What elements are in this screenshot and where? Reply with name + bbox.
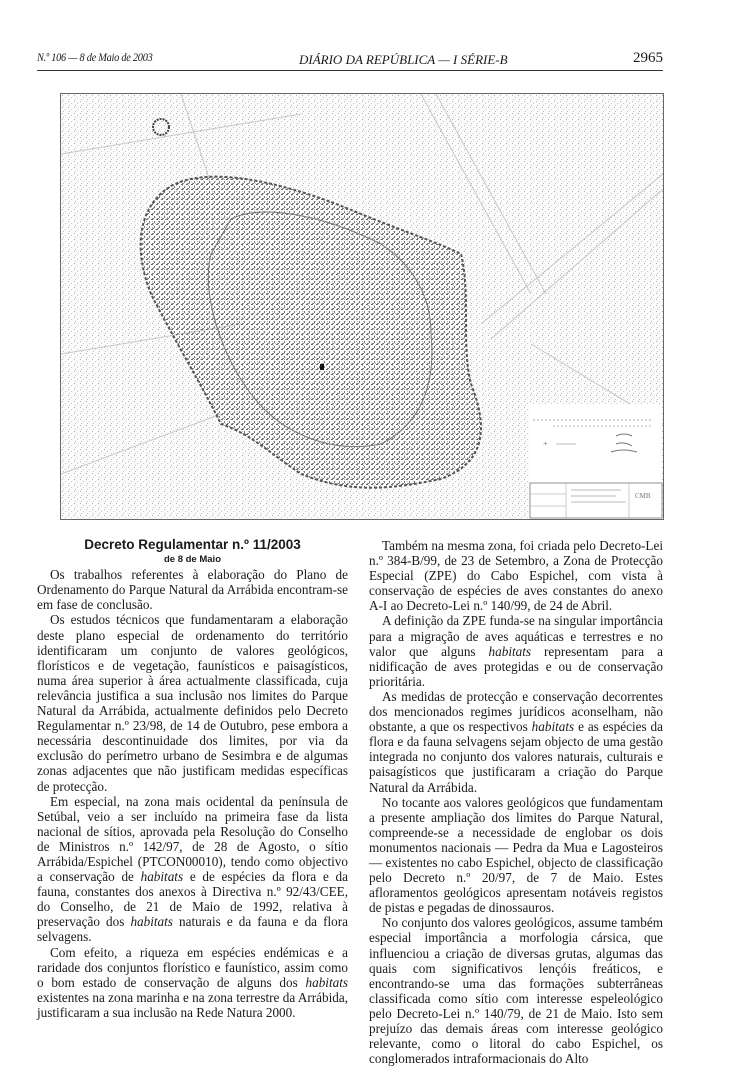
map-drawing xyxy=(61,94,663,519)
svg-text:CMB: CMB xyxy=(635,492,651,500)
publication-title: DIÁRIO DA REPÚBLICA — I SÉRIE-B xyxy=(299,52,508,67)
paragraph: No tocante aos valores geológicos que fundamentam a presente ampliação dos limites do Parque Natural, compreende-se a necessidade de englobar os dois monumentos nacionais — Pedra da Mua e Lagosteiros — existentes no cabo Espichel, objecto de classificação pelo Decreto n.º 20/97, de 7 de Maio. Estes afloramentos geológicos apresentam notáveis registos de pistas e pegadas de dinossauros. xyxy=(369,794,663,916)
paragraph: Em especial, na zona mais ocidental da península de Setúbal, veio a ser incluído na primeira fase da lista nacional de sítios, aprovada pela Resolução do Conselho de Ministros n.º 142/97, de 28 de Agosto, o sítio Arrábida/Espichel (PTCON00010), tendo como objectivo a conservação de habitats e de espécies da flora e da fauna, constantes dos anexos à Directiva n.º 92/43/CEE, do Conselho, de 21 de Maio de 1992, relativa à preservação dos habitats naturais e da fauna e da flora selvagens. xyxy=(37,793,348,945)
paragraph: As medidas de protecção e conservação decorrentes dos mencionados regimes jurídicos aconselham, não obstante, a que os respectivos habitats e as espécies da flora e da fauna selvagens sejam objecto de uma gestão integrada no conjunto dos valores naturais, culturais e paisagísticos que justificaram a criação do Parque Natural da Arrábida. xyxy=(369,688,663,795)
decree-title: Decreto Regulamentar n.º 11/2003 xyxy=(84,537,301,552)
left-column xyxy=(37,537,348,1020)
paragraph: No conjunto dos valores geológicos, assume também especial importância a morfologia cársica, que influenciou a criação de diversas grutas, algumas das quais com significativos lençóis freáticos, e encontrando-se uma das formações subterrâneas classificada como sítio com interesse espeleológico pelo Decreto-Lei n.º 140/79, de 21 de Maio. Isto sem prejuízo das demais áreas com interesse geológico relevante, como o litoral do cabo Espichel, os conglomerados intraformacionais do Alto xyxy=(369,915,663,1066)
map-legend xyxy=(529,404,662,484)
issue-number-date: N.º 106 — 8 de Maio de 2003 xyxy=(37,52,153,64)
paragraph: Também na mesma zona, foi criada pelo Decreto-Lei n.º 384-B/99, de 23 de Setembro, a Zona de Protecção Especial (ZPE) do Cabo Espichel, com vista à conservação de espécies de aves constantes do anexo A-I ao Decreto-Lei n.º 140/99, de 24 de Abril. xyxy=(369,538,663,614)
paragraph: A definição da ZPE funda-se na singular importância para a migração de aves aquáticas e terrestres e no valor que alguns habitats representam para a nidificação de aves protegidas e ou de conservação prioritária. xyxy=(369,613,663,689)
decree-date: de 8 de Maio xyxy=(163,554,221,566)
map-title-block xyxy=(530,483,662,518)
urban-map-figure xyxy=(60,93,664,520)
page-header xyxy=(37,50,663,71)
paragraph: Os trabalhos referentes à elaboração do Plano de Ordenamento do Parque Natural da Arrábida encontram-se em fase de conclusão. xyxy=(37,567,348,613)
paragraph: Os estudos técnicos que fundamentaram a elaboração deste plano especial de ordenamento do território identificaram um conjunto de valores geológicos, florísticos e de vegetação, faunísticos e paisagísticos, numa área superior à área actualmente classificada, cuja relevância justifica a sua inclusão nos limites do Parque Natural da Arrábida, actualmente definidos pelo Decreto Regulamentar n.º 23/98, de 14 de Outubro, pese embora a necessária descontinuidade dos limites, por via da exclusão do perímetro urbano de Sesimbra e de algumas zonas adjacentes que não justificam medidas específicas de protecção. xyxy=(37,612,348,794)
right-column xyxy=(369,538,663,1066)
svg-text:+: + xyxy=(543,439,548,448)
paragraph: Com efeito, a riqueza em espécies endémicas e a raridade dos conjuntos florístico e faunístico, assim como o bom estado de conservação de alguns dos habitats existentes na zona marinha e na zona terrestre da Arrábida, justificaram a sua inclusão na Rede Natura 2000. xyxy=(37,944,348,1020)
page-number: 2965 xyxy=(633,50,663,66)
